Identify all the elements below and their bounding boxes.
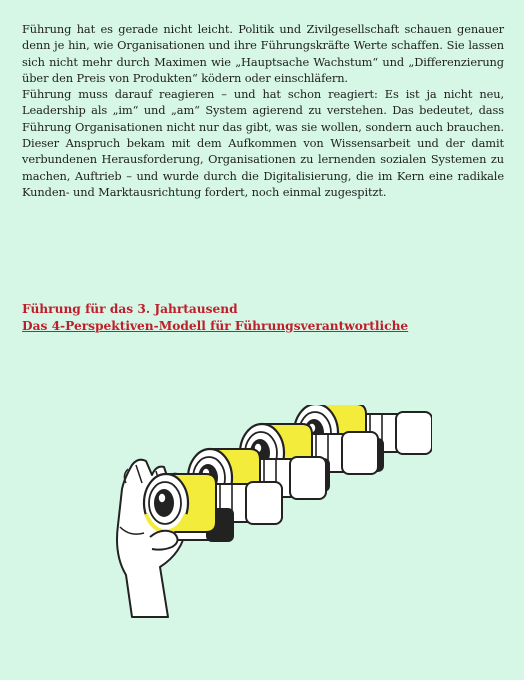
hand-holding-binoculars-icon — [112, 405, 432, 625]
section-heading: Führung für das 3. Jahrtausend — [22, 302, 238, 316]
article-paragraph-2: Führung muss darauf reagieren – und hat schon reagiert: Es ist ja nicht neu, Leadership als „im“ und „am“ System agierend zu verstehen. Das bedeutet, dass Führung Organisationen nicht nur das gibt, was sie wollen, sondern auch brauchen. Dieser Anspruch bekam mit dem Aufkommen von Wissensarbeit und der damit verbundenen Herausforderung, Organisationen zu lernenden sozialen Systemen zu machen, Auftrieb – und wurde durch die Digitalisierung, die im Kern eine radikale Kunden- und Marktausrichtung fordert, noch einmal zugespitzt. — [22, 87, 504, 199]
binoculars-illustration — [112, 405, 432, 625]
section-heading-block — [22, 301, 408, 335]
thumb-icon — [150, 531, 178, 550]
perspective-model-link[interactable]: Das 4-Perspektiven-Modell für Führungsverantwortliche — [22, 319, 409, 333]
article-body — [22, 21, 504, 200]
article-paragraph-1: Führung hat es gerade nicht leicht. Politik und Zivilgesellschaft schauen genauer denn je hin, wie Organisationen und ihre Führungskräfte Werte schaffen. Sie lassen sich nicht mehr durch Maximen wie „Hauptsache Wachstum“ und „Differenzierung über den Preis von Produkten“ ködern oder einschläfern. — [22, 22, 504, 85]
